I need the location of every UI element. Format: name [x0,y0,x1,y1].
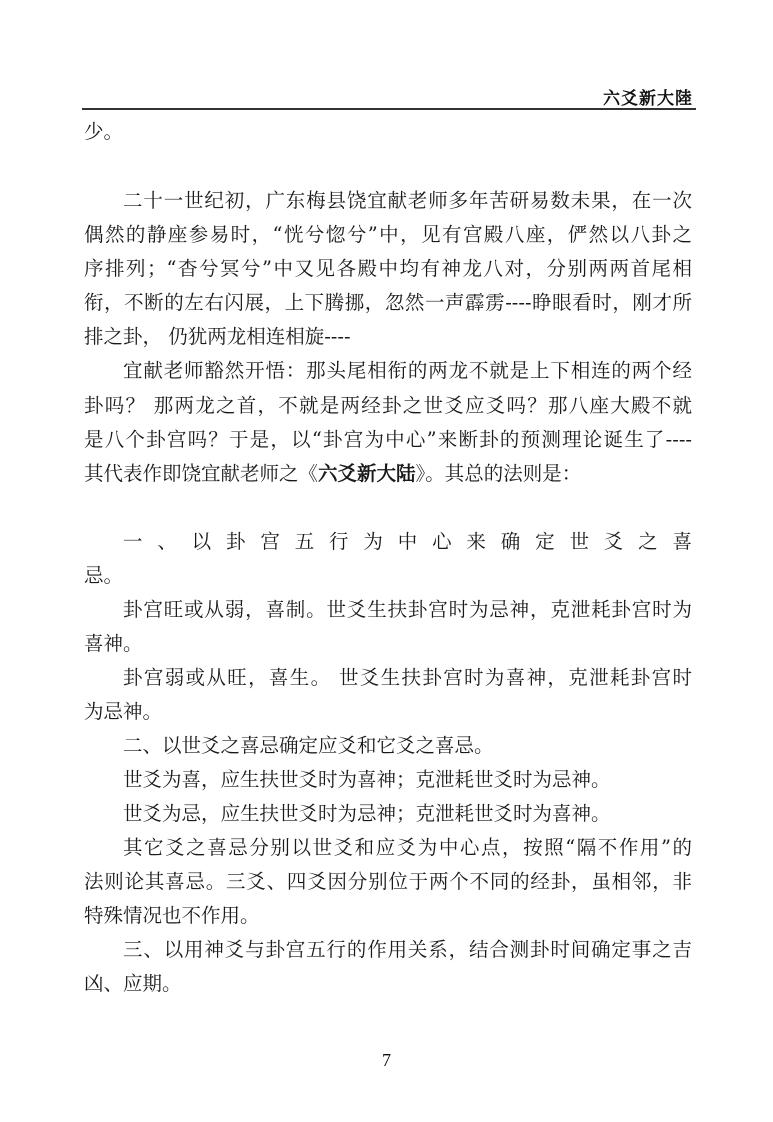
text-line: 卦宫旺或从弱，喜制。世爻生扶卦宫时为忌神，克泄耗卦宫时为 [123,598,692,621]
text-line: 凶、应期。 [84,972,182,995]
text-line: 世爻为忌，应生扶世爻时为忌神；克泄耗世爻时为喜神。 [123,802,611,825]
text-line: 衔，不断的左右闪展，上下腾挪，忽然一声霹雳----睁眼看时，刚才所 [84,291,692,314]
running-header-title: 六爻新大陸 [603,89,693,109]
book-title: 六爻新大陆 [318,462,416,485]
text-segment: 其代表作即饶宜献老师之《 [84,462,319,485]
text-line: 喜神。 [84,632,143,655]
text-line: 世爻为喜，应生扶世爻时为喜神；克泄耗世爻时为忌神。 [123,768,611,791]
text-line: 卦宫弱或从旺，喜生。 世爻生扶卦宫时为喜神，克泄耗卦宫时 [123,666,692,689]
text-line: 其它爻之喜忌分别以世爻和应爻为中心点，按照“隔不作用”的 [123,836,692,859]
header-rule [82,108,696,110]
text-line: 特殊情况也不作用。 [84,904,260,927]
text-line: 三、以用神爻与卦宫五行的作用关系，结合测卦时间确定事之吉 [123,938,692,961]
text-line: 少。 [84,120,124,143]
text-line: 二、以世爻之喜忌确定应爻和它爻之喜忌。 [123,734,494,757]
text-line: 宜献老师豁然开悟：那头尾相衔的两龙不就是上下相连的两个经 [123,359,692,382]
text-line: 一 、 以 卦 宫 五 行 为 中 心 来 确 定 世 爻 之 喜 [123,530,692,553]
text-line: 排之卦， 仍犹两龙相连相旋---- [84,325,351,348]
text-line: 为忌神。 [84,700,163,723]
text-line: 二十一世纪初，广东梅县饶宜献老师多年苦研易数未果，在一次 [123,189,692,212]
text-segment: 》。其总的法则是： [415,462,582,485]
text-line: 法则论其喜忌。三爻、四爻因分别位于两个不同的经卦，虽相邻，非 [84,870,692,893]
page-number: 7 [382,1050,391,1070]
text-line: 忌。 [84,564,124,587]
text-line: 序排列；“杳兮冥兮”中又见各殿中均有神龙八对，分别两两首尾相 [84,257,692,280]
text-line [84,457,692,491]
text-line: 偶然的静座参易时，“恍兮惚兮”中，见有宫殿八座，俨然以八卦之 [84,223,692,246]
text-line: 卦吗？ 那两龙之首，不就是两经卦之世爻应爻吗？那八座大殿不就 [84,394,692,417]
text-line: 是八个卦宫吗？于是，以“卦宫为中心”来断卦的预测理论诞生了---- [84,428,692,451]
